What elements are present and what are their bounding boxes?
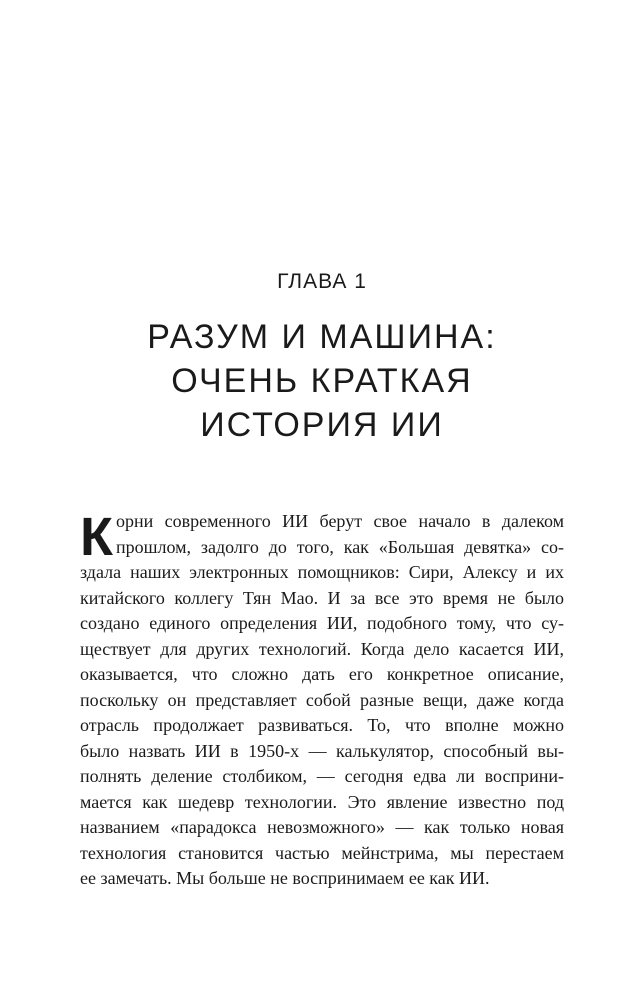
text-line: оказывается, что сложно дать его конкретное описание, (80, 664, 564, 684)
chapter-title-line: ИСТОРИЯ ИИ (200, 406, 444, 444)
text-line: создано единого определения ИИ, подобного тому, что су- (80, 613, 564, 633)
chapter-title (0, 315, 644, 447)
text-line: отрасль продолжает развиваться. То, что вполне можно (80, 715, 564, 735)
text-line: мается как шедевр технологии. Это явление известно под (80, 791, 564, 812)
text-line: полнять деление столбиком, — сегодня едва ли восприни- (80, 766, 564, 786)
text-line: китайского коллегу Тян Мао. И за все это время не было (80, 587, 564, 608)
text-line: названием «парадокса невозможного» — как только новая (80, 817, 564, 837)
text-line: здала наших электронных помощников: Сири, Алексу и их (80, 562, 564, 582)
chapter-number: ГЛАВА 1 (277, 270, 367, 293)
drop-cap: К (80, 507, 113, 567)
text-line: орни современного ИИ берут свое начало в далеком (116, 511, 564, 531)
text-line: было назвать ИИ в 1950-х — калькулятор, способный вы- (80, 740, 564, 761)
chapter-title-line: ОЧЕНЬ КРАТКАЯ (171, 362, 473, 400)
body-paragraph (80, 509, 564, 892)
text-line: ее замечать. Мы больше не воспринимаем ее как ИИ. (80, 868, 490, 888)
chapter-title-line: РАЗУМ И МАШИНА: (147, 318, 497, 356)
text-line: ществует для других технологий. Когда дело касается ИИ, (80, 638, 564, 659)
text-line: технология становится частью мейнстрима, мы перестаем (80, 842, 564, 863)
text-line: поскольку он представляет собой разные вещи, даже когда (80, 689, 564, 710)
text-line: прошлом, задолго до того, как «Большая девятка» со- (116, 536, 564, 557)
